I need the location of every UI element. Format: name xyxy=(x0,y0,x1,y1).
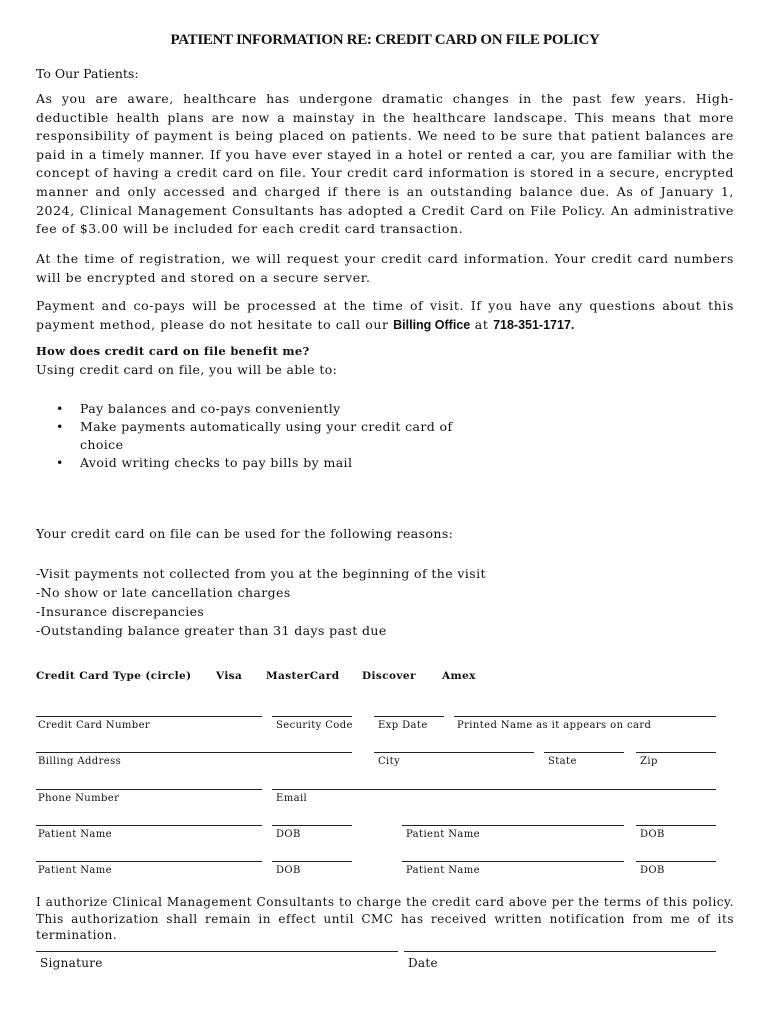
patient-name-line-4[interactable] xyxy=(402,861,624,862)
signature-label: Signature xyxy=(40,956,103,970)
list-item: -No show or late cancellation charges xyxy=(36,585,291,600)
page-title: PATIENT INFORMATION RE: CREDIT CARD ON FILE POLICY xyxy=(170,32,600,48)
state-line[interactable] xyxy=(544,752,624,753)
reasons-list xyxy=(36,564,486,640)
billing-office-label: Billing Office xyxy=(393,317,471,332)
patient-name-label-1: Patient Name xyxy=(38,829,112,840)
printed-name-label: Printed Name as it appears on card xyxy=(457,720,652,731)
card-type-label: Credit Card Type (circle) xyxy=(36,670,192,682)
dob-label-1: DOB xyxy=(276,829,301,840)
phone-label: Phone Number xyxy=(38,793,120,804)
registration-paragraph: At the time of registration, we will request your credit card information. Your credit card numbers will be encrypted and stored on a secure server. xyxy=(36,251,734,285)
payment-text: Payment and co-pays will be processed at the time of visit. If you have any questions about this payment method, please do not hesitate to call our xyxy=(36,298,734,332)
zip-line[interactable] xyxy=(636,752,716,753)
printed-name-line[interactable] xyxy=(454,716,716,717)
benefit-intro: Using credit card on file, you will be able to: xyxy=(36,362,338,377)
benefit-heading: How does credit card on file benefit me? xyxy=(36,344,310,358)
security-code-label: Security Code xyxy=(276,720,353,731)
city-label: City xyxy=(378,756,401,767)
date-label: Date xyxy=(408,956,438,970)
patient-name-line-1[interactable] xyxy=(36,825,262,826)
bullet-icon: • xyxy=(56,401,64,416)
dob-label-3: DOB xyxy=(276,865,301,876)
list-item: • Pay balances and co-pays conveniently xyxy=(56,401,341,416)
dob-line-1[interactable] xyxy=(272,825,352,826)
city-line[interactable] xyxy=(374,752,534,753)
patient-name-line-3[interactable] xyxy=(36,861,262,862)
card-number-line[interactable] xyxy=(36,716,262,717)
signature-line[interactable] xyxy=(36,951,398,952)
salutation: To Our Patients: xyxy=(36,66,139,81)
authorization-text: I authorize Clinical Management Consultants to charge the credit card above per the terms of this policy. This authorization shall remain in effect until CMC has received written notification from me of its termination. xyxy=(36,895,734,942)
benefit-list xyxy=(56,400,456,472)
reasons-intro: Your credit card on file can be used for the following reasons: xyxy=(36,526,454,541)
email-line[interactable] xyxy=(272,789,716,790)
list-item: -Outstanding balance greater than 31 days past due xyxy=(36,623,387,638)
list-item: • Make payments automatically using your credit card of choice xyxy=(56,419,453,452)
list-item: -Insurance discrepancies xyxy=(36,604,205,619)
at-word: at xyxy=(474,316,489,332)
billing-address-label: Billing Address xyxy=(38,756,122,767)
dob-line-3[interactable] xyxy=(272,861,352,862)
patient-name-label-4: Patient Name xyxy=(406,865,480,876)
patient-name-line-2[interactable] xyxy=(402,825,624,826)
dob-label-2: DOB xyxy=(640,829,665,840)
list-item: • Avoid writing checks to pay bills by mail xyxy=(56,455,353,470)
zip-label: Zip xyxy=(640,756,658,767)
security-code-line[interactable] xyxy=(272,716,352,717)
dob-label-4: DOB xyxy=(640,865,665,876)
email-label: Email xyxy=(276,793,308,804)
dob-line-2[interactable] xyxy=(636,825,716,826)
card-option-amex[interactable]: Amex xyxy=(442,670,476,682)
intro-paragraph: As you are aware, healthcare has undergone dramatic changes in the past few years. High-deductible health plans are now a mainstay in the healthcare landscape. This means that more responsibility of payment is being placed on patients. We need to be sure that patient balances are paid in a timely manner. If you have ever stayed in a hotel or rented a car, you are familiar with the concept of having a credit card on file. Your credit card information is stored in a secure, encrypted manner and only accessed and charged if there is an outstanding balance due. As of January 1, 2024, Clinical Management Consultants has adopted a Credit Card on File Policy. An administrative fee of $3.00 will be included for each credit card transaction. xyxy=(36,91,734,237)
date-line[interactable] xyxy=(404,951,716,952)
phone-line[interactable] xyxy=(36,789,262,790)
billing-phone: 718-351-1717. xyxy=(493,317,575,332)
bullet-icon: • xyxy=(56,455,64,470)
list-item: -Visit payments not collected from you at the beginning of the visit xyxy=(36,566,486,581)
payment-paragraph xyxy=(36,297,734,334)
card-option-visa[interactable]: Visa xyxy=(216,670,243,682)
card-option-discover[interactable]: Discover xyxy=(362,670,416,682)
exp-date-label: Exp Date xyxy=(378,720,428,731)
card-number-label: Credit Card Number xyxy=(38,720,151,731)
patient-name-label-2: Patient Name xyxy=(406,829,480,840)
billing-address-line[interactable] xyxy=(36,752,352,753)
bullet-icon: • xyxy=(56,419,64,434)
patient-name-label-3: Patient Name xyxy=(38,865,112,876)
card-option-mastercard[interactable]: MasterCard xyxy=(266,670,340,682)
exp-date-line[interactable] xyxy=(374,716,444,717)
state-label: State xyxy=(548,756,577,767)
dob-line-4[interactable] xyxy=(636,861,716,862)
